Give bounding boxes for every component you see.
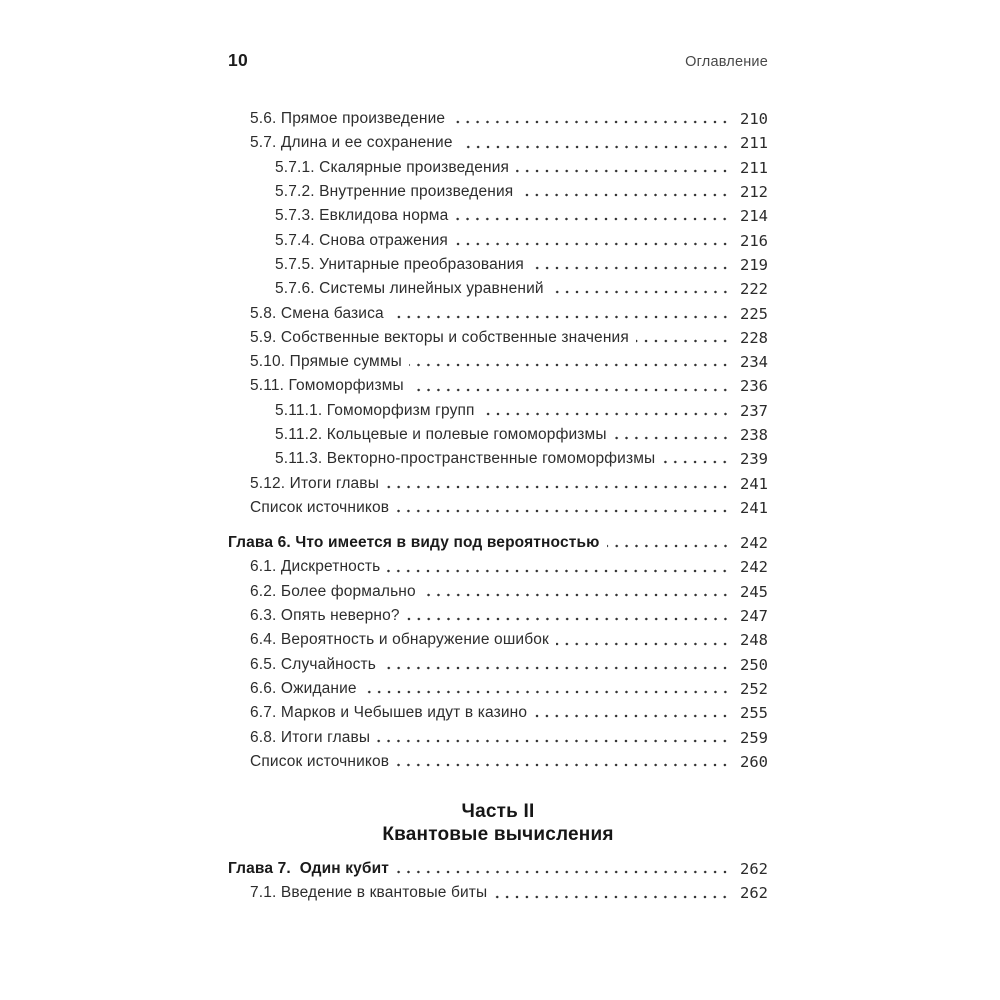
toc-entry xyxy=(228,653,768,677)
toc-entry-label: 5.7.4. Снова отражения xyxy=(275,231,448,249)
toc-entry-label: 6.4. Вероятность и обнаружение ошибок xyxy=(250,631,549,649)
toc-entry xyxy=(228,423,768,447)
dot-leader xyxy=(531,253,731,277)
toc-entry-page: 241 xyxy=(740,498,768,517)
toc-entry xyxy=(228,496,768,520)
toc-entry-label: Глава 7. Один кубит xyxy=(228,860,390,878)
running-title: Оглавление xyxy=(685,54,768,70)
dot-leader xyxy=(494,881,731,905)
dot-leader xyxy=(636,326,731,350)
dot-leader xyxy=(452,107,731,131)
toc-entry xyxy=(228,628,768,652)
toc-entry-page: 260 xyxy=(740,752,768,771)
toc-entry-label: 6.1. Дискретность xyxy=(250,558,381,576)
toc-entry-label: 6.6. Ожидание xyxy=(250,679,357,697)
toc-entry xyxy=(228,447,768,471)
toc-entry-label: 5.6. Прямое произведение xyxy=(250,110,446,128)
page-header xyxy=(228,50,768,71)
dot-leader xyxy=(455,228,731,252)
dot-leader xyxy=(614,423,731,447)
page-number: 10 xyxy=(228,50,249,70)
toc-entry-page: 219 xyxy=(740,255,768,274)
toc-entry-label: 5.11.1. Гомоморфизм групп xyxy=(275,401,475,419)
toc-entry xyxy=(228,301,768,325)
dot-leader xyxy=(377,725,731,749)
toc-entry-label: 6.8. Итоги главы xyxy=(250,728,371,746)
dot-leader xyxy=(662,447,731,471)
toc-entry-label: Глава 6. Что имеется в виду под вероятностью xyxy=(228,534,600,552)
toc-entry-label: 5.7.5. Унитарные преобразования xyxy=(275,255,524,273)
toc-entry-page: 250 xyxy=(740,655,768,674)
toc-entry xyxy=(228,471,768,495)
toc-entry-page: 225 xyxy=(740,304,768,323)
toc-entry-label: 5.9. Собственные векторы и собственные значения xyxy=(250,328,629,346)
part-divider xyxy=(228,800,768,846)
toc-entry-label: 6.2. Более формально xyxy=(250,582,416,600)
toc-entry-page: 242 xyxy=(740,534,768,553)
toc-entry-page: 216 xyxy=(740,231,768,250)
dot-leader xyxy=(551,277,731,301)
toc-entry-label: 5.7. Длина и ее сохранение xyxy=(250,134,453,152)
part-divider-line1: Часть II xyxy=(461,801,535,823)
toc-entry-page: 228 xyxy=(740,328,768,347)
toc-entry-page: 236 xyxy=(740,377,768,396)
toc-entry xyxy=(228,725,768,749)
toc-entry-label: 5.11.2. Кольцевые и полевые гомоморфизмы xyxy=(275,426,607,443)
toc-entry-label: 5.12. Итоги главы xyxy=(250,474,379,492)
dot-leader xyxy=(409,350,731,374)
toc-entry-page: 259 xyxy=(740,728,768,747)
dot-leader xyxy=(607,531,731,555)
toc-entry xyxy=(228,604,768,628)
toc-entry-page: 262 xyxy=(740,860,768,879)
toc-entry xyxy=(228,857,768,881)
toc-entry-label: 5.11. Гомоморфизмы xyxy=(250,377,404,395)
dot-leader xyxy=(423,580,731,604)
dot-leader xyxy=(534,701,731,725)
dot-leader xyxy=(396,857,731,881)
toc-entry-label: 5.7.1. Скалярные произведения xyxy=(275,158,510,176)
toc-entry xyxy=(228,131,768,155)
dot-leader xyxy=(396,750,731,774)
toc-entry-label: Список источников xyxy=(250,752,390,770)
toc-entry xyxy=(228,350,768,374)
toc-entry xyxy=(228,156,768,180)
toc-entry-page: 237 xyxy=(740,401,768,420)
dot-leader xyxy=(411,374,731,398)
dot-leader xyxy=(407,604,731,628)
toc-entry xyxy=(228,555,768,579)
dot-leader xyxy=(520,180,731,204)
toc-entry xyxy=(228,180,768,204)
dot-leader xyxy=(391,301,731,325)
toc-entry-page: 247 xyxy=(740,607,768,626)
toc-entry xyxy=(228,204,768,228)
dot-leader xyxy=(516,156,731,180)
dot-leader xyxy=(364,677,731,701)
toc-entry-page: 211 xyxy=(740,134,768,153)
toc-entry xyxy=(228,277,768,301)
toc-entry xyxy=(228,531,768,555)
toc-entry-page: 211 xyxy=(740,158,768,177)
dot-leader xyxy=(387,555,731,579)
toc-entry-label: 7.1. Введение в квантовые биты xyxy=(250,884,488,902)
toc-entry xyxy=(228,374,768,398)
dot-leader xyxy=(396,496,731,520)
table-of-contents xyxy=(228,107,768,906)
toc-entry-label: 5.7.6. Системы линейных уравнений xyxy=(275,280,544,298)
toc-entry-page: 214 xyxy=(740,207,768,226)
toc-entry xyxy=(228,107,768,131)
part-divider-line2: Квантовые вычисления xyxy=(382,824,614,846)
toc-entry-page: 248 xyxy=(740,631,768,650)
toc-entry-page: 234 xyxy=(740,353,768,372)
toc-entry xyxy=(228,326,768,350)
toc-entry xyxy=(228,677,768,701)
toc-entry-page: 252 xyxy=(740,679,768,698)
toc-entry xyxy=(228,228,768,252)
toc-entry-page: 238 xyxy=(740,426,768,444)
dot-leader xyxy=(482,399,731,423)
dot-leader xyxy=(455,204,731,228)
toc-entry-label: 5.7.2. Внутренние произведения xyxy=(275,183,514,201)
toc-entry-label: 6.3. Опять неверно? xyxy=(250,607,400,625)
toc-entry-label: 5.8. Смена базиса xyxy=(250,304,384,322)
toc-entry xyxy=(228,881,768,905)
toc-entry-page: 255 xyxy=(740,704,768,723)
toc-entry-label: 5.11.3. Векторно-пространственные гомоморфизмы xyxy=(275,450,656,468)
dot-leader xyxy=(383,653,731,677)
toc-entry-page: 262 xyxy=(740,884,768,903)
toc-entry-page: 210 xyxy=(740,110,768,129)
toc-entry-label: 6.7. Марков и Чебышев идут в казино xyxy=(250,704,528,722)
dot-leader xyxy=(460,131,731,155)
toc-entry xyxy=(228,253,768,277)
dot-leader xyxy=(556,628,731,652)
toc-entry-label: 5.10. Прямые суммы xyxy=(250,353,402,371)
toc-entry xyxy=(228,701,768,725)
toc-entry-page: 242 xyxy=(740,558,768,577)
toc-entry-page: 245 xyxy=(740,582,768,601)
toc-entry xyxy=(228,750,768,774)
toc-entry-label: 6.5. Случайность xyxy=(250,655,377,673)
toc-entry-page: 212 xyxy=(740,183,768,202)
toc-entry-page: 241 xyxy=(740,474,768,493)
toc-entry xyxy=(228,580,768,604)
toc-entry-label: 5.7.3. Евклидова норма xyxy=(275,207,449,225)
toc-entry-page: 222 xyxy=(740,280,768,299)
toc-entry-label: Список источников xyxy=(250,498,390,516)
toc-entry-page: 239 xyxy=(740,450,768,469)
dot-leader xyxy=(386,471,731,495)
toc-entry xyxy=(228,399,768,423)
